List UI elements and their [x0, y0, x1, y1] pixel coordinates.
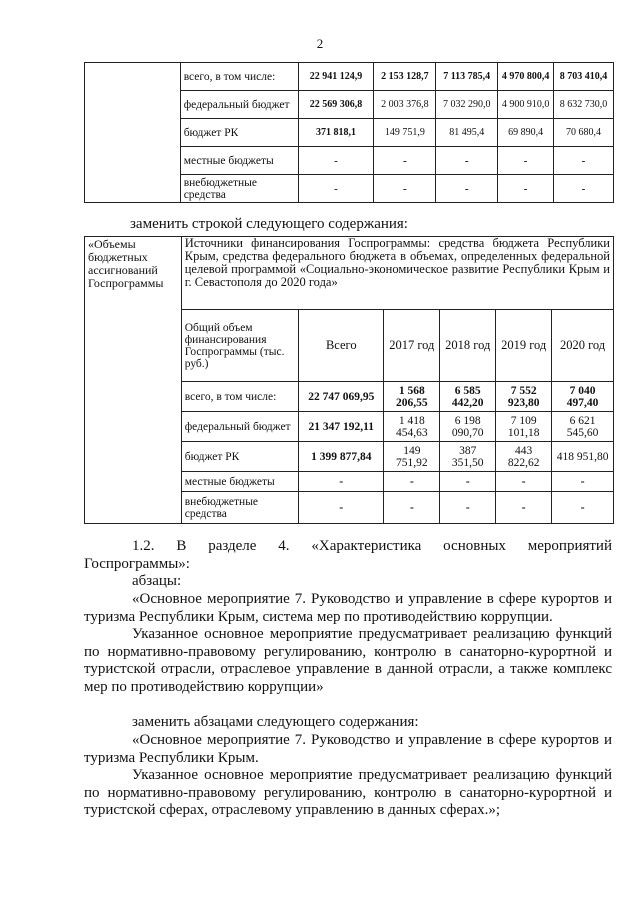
cell-2018: - [440, 492, 496, 524]
cell-2020: 8 703 410,4 [554, 63, 614, 91]
row-label: бюджет РК [180, 119, 298, 147]
row-header: «Объемы бюджетных ассигнований Госпрограммы [85, 237, 182, 524]
cell-2018: 6 585 442,20 [440, 382, 496, 412]
cell-2019: - [498, 175, 554, 203]
table-row [85, 63, 614, 91]
row-label: федеральный бюджет [180, 91, 298, 119]
cell-total: 22 569 306,8 [298, 91, 374, 119]
financing-table-old [84, 62, 614, 203]
cell-2019: 7 552 923,80 [496, 382, 552, 412]
cell-2017: 1 418 454,63 [384, 412, 440, 442]
cell-2017: 149 751,9 [374, 119, 436, 147]
cell-total: - [299, 492, 384, 524]
cell-2018: 7 032 290,0 [436, 91, 498, 119]
cell-2017: 1 568 206,55 [384, 382, 440, 412]
paragraph: «Основное мероприятие 7. Руководство и управление в сфере курортов и туризма Республики Крым. [84, 732, 612, 766]
replace-instruction: заменить строкой следующего содержания: [130, 216, 408, 232]
cell-2018: - [436, 175, 498, 203]
cell-total: 1 399 877,84 [299, 442, 384, 472]
header-total: Всего [299, 310, 384, 382]
cell-2020: - [552, 492, 614, 524]
empty-header-cell [85, 63, 181, 203]
cell-total: - [298, 175, 374, 203]
row-label: федеральный бюджет [181, 412, 298, 442]
cell-2017: - [374, 147, 436, 175]
cell-2020: - [552, 472, 614, 492]
cell-2020: 8 632 730,0 [554, 91, 614, 119]
cell-total: 371 818,1 [298, 119, 374, 147]
cell-2020: 418 951,80 [552, 442, 614, 472]
cell-2019: 443 822,62 [496, 442, 552, 472]
cell-2018: 7 113 785,4 [436, 63, 498, 91]
cell-2019: - [498, 147, 554, 175]
cell-2020: - [554, 175, 614, 203]
header-2017: 2017 год [384, 310, 440, 382]
row-label: местные бюджеты [180, 147, 298, 175]
header-2020: 2020 год [552, 310, 614, 382]
cell-total: - [298, 147, 374, 175]
cell-2018: 6 198 090,70 [440, 412, 496, 442]
header-label: Общий объем финансирования Госпрограммы (тыс. руб.) [181, 310, 298, 382]
cell-2019: - [496, 472, 552, 492]
row-label: всего, в том числе: [180, 63, 298, 91]
cell-2017: 2 153 128,7 [374, 63, 436, 91]
cell-2019: - [496, 492, 552, 524]
cell-2019: 7 109 101,18 [496, 412, 552, 442]
cell-2020: - [554, 147, 614, 175]
cell-2019: 4 900 910,0 [498, 91, 554, 119]
cell-2018: - [440, 472, 496, 492]
cell-2017: - [374, 175, 436, 203]
paragraph: 1.2. В разделе 4. «Характеристика основных мероприятий Госпрограммы»: [84, 538, 612, 572]
cell-total: - [299, 472, 384, 492]
cell-2017: - [384, 492, 440, 524]
row-label: внебюджетные средства [180, 175, 298, 203]
paragraph: Указанное основное мероприятие предусматривает реализацию функций по нормативно-правовому регулированию, контролю в санаторно-курортной и туристской отрасли, отраслевое управление в данной отрасли, а также комплекс мер по противодействию коррупции» [84, 626, 612, 695]
cell-2018: 387 351,50 [440, 442, 496, 472]
financing-sources: Источники финансирования Госпрограммы: средства бюджета Республики Крым, средства федерального бюджета в объемах, определенных федеральной целевой программой «Социально-экономическое развитие Республики Крым и г. Севастополя до 2020 года» [181, 237, 613, 310]
header-2019: 2019 год [496, 310, 552, 382]
cell-2020: 6 621 545,60 [552, 412, 614, 442]
table-row [85, 237, 614, 310]
row-label: внебюджетные средства [181, 492, 298, 524]
cell-total: 22 747 069,95 [299, 382, 384, 412]
cell-2018: - [436, 147, 498, 175]
paragraph: «Основное мероприятие 7. Руководство и управление в сфере курортов и туризма Республики Крым, система мер по противодействию коррупции. [84, 591, 612, 625]
cell-2017: 2 003 376,8 [374, 91, 436, 119]
page-number: 2 [316, 36, 324, 51]
cell-2020: 70 680,4 [554, 119, 614, 147]
cell-2017: 149 751,92 [384, 442, 440, 472]
paragraph: абзацы: [132, 573, 182, 589]
paragraph: заменить абзацами следующего содержания: [132, 714, 419, 730]
cell-2017: - [384, 472, 440, 492]
cell-2019: 4 970 800,4 [498, 63, 554, 91]
financing-table-new [84, 236, 614, 524]
header-2018: 2018 год [440, 310, 496, 382]
cell-2018: 81 495,4 [436, 119, 498, 147]
row-label: местные бюджеты [181, 472, 298, 492]
row-label: бюджет РК [181, 442, 298, 472]
cell-2019: 69 890,4 [498, 119, 554, 147]
cell-total: 22 941 124,9 [298, 63, 374, 91]
paragraph: Указанное основное мероприятие предусматривает реализацию функций по нормативно-правовому регулированию, контролю в санаторно-курортной и туристской сферах, отраслевому управлению в данных сферах.»; [84, 767, 612, 818]
row-label: всего, в том числе: [181, 382, 298, 412]
cell-total: 21 347 192,11 [299, 412, 384, 442]
cell-2020: 7 040 497,40 [552, 382, 614, 412]
